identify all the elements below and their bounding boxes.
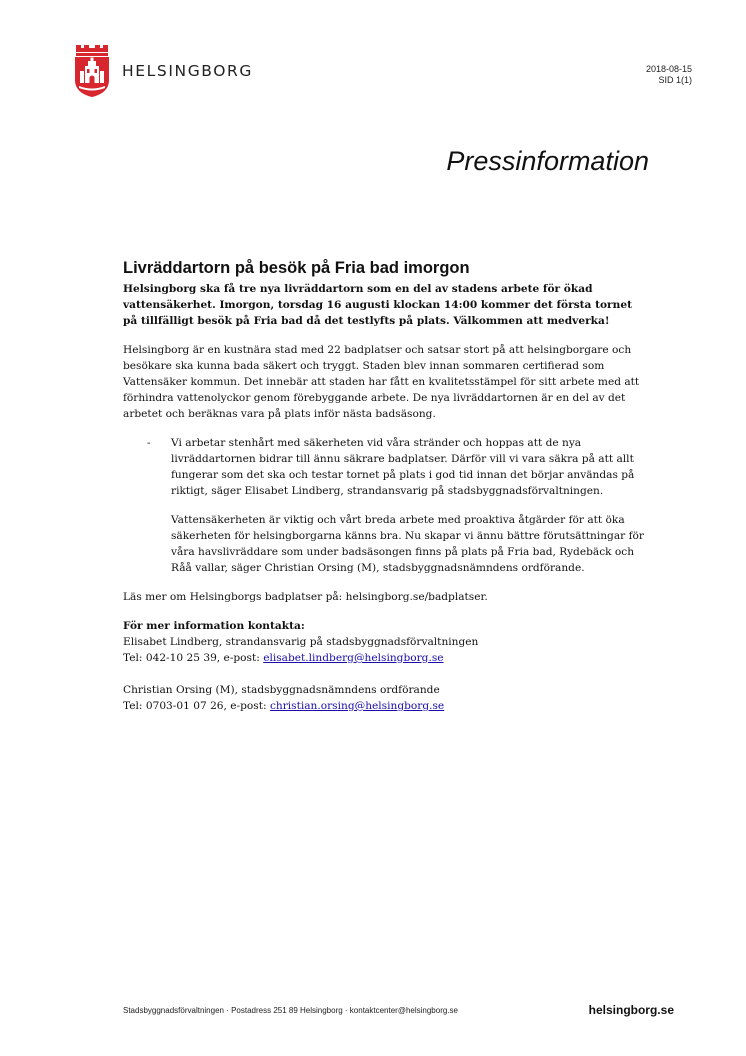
- quote-block: [123, 435, 645, 576]
- contact-name: Elisabet Lindberg, strandansvarig på stadsbyggnadsförvaltningen: [123, 636, 479, 648]
- article-body: Helsingborg är en kustnära stad med 22 badplatser och satsar stort på att helsingborgare och besökare ska kunna bada säkert och tryggt. Staden blev innan sommaren certifierad som Vattensäker kommun. Det innebär att staden har fått en kvalitetsstämpel för sitt arbete med att förhindra vattenolyckor genom förebyggande arbete. De nya livräddartornen är en del av det arbetet och beräknas vara på plats inför nästa badsäsong.: [123, 344, 640, 420]
- brand-wordmark: HELSINGBORG: [122, 62, 254, 80]
- document-date: 2018-08-15: [645, 64, 692, 74]
- quote-paragraph-2: Vattensäkerheten är viktig och vårt breda arbete med proaktiva åtgärder för att öka säkerheten för helsingborgarna känns bra. Nu skapar vi ännu bättre förutsättningar för våra havslivräddare som under badsäsongen finns på plats på Fria bad, Rydebäck och Råå vallar, säger Christian Orsing (M), stadsbyggnadsnämndens ordförande.: [171, 514, 644, 574]
- contact-email-link[interactable]: elisabet.lindberg@helsingborg.se: [263, 652, 444, 664]
- quote-dash: -: [147, 437, 151, 449]
- contact-details: [123, 650, 645, 666]
- contact-tel: Tel: 0703-01 07 26, e-post:: [123, 700, 270, 712]
- more-info-text: Läs mer om Helsingborgs badplatser på: helsingborg.se/badplatser.: [123, 591, 488, 603]
- footer-website: helsingborg.se: [588, 1003, 674, 1017]
- press-release-content: [123, 258, 645, 730]
- page-number: SID 1(1): [658, 75, 692, 85]
- footer-address: Stadsbyggnadsförvaltningen · Postadress 251 89 Helsingborg · kontaktcenter@helsingborg.se: [123, 1006, 458, 1015]
- quote-paragraph-1: Vi arbetar stenhårt med säkerheten vid våra stränder och hoppas att de nya livräddartornen bidrar till ännu säkrare badplatser. Därför vill vi vara säkra på att allt fungerar som det ska och testar tornet på plats i god tid innan det börjar användas på riktigt, säger Elisabet Lindberg, strandansvarig på stadsbyggnadsförvaltningen.: [171, 437, 635, 497]
- contact-heading: För mer information kontakta:: [123, 620, 305, 632]
- contact-tel: Tel: 042-10 25 39, e-post:: [123, 652, 264, 664]
- contact-entry: [123, 682, 645, 714]
- document-type-heading: Pressinformation: [446, 146, 649, 176]
- contact-entry: [123, 634, 645, 666]
- article-title: Livräddartorn på besök på Fria bad imorgon: [123, 259, 470, 277]
- contact-details: [123, 698, 645, 714]
- contact-name: Christian Orsing (M), stadsbyggnadsnämndens ordförande: [123, 684, 440, 696]
- helsingborg-crest-logo: [74, 44, 110, 98]
- document-meta: [646, 64, 692, 86]
- article-lead: Helsingborg ska få tre nya livräddartorn som en del av stadens arbete för ökad vattensäkerhet. Imorgon, torsdag 16 augusti klockan 14:00 kommer det första tornet på tillfälligt besök på Fria bad då det testlyfts på plats. Välkommen att medverka!: [123, 283, 632, 327]
- contact-email-link[interactable]: christian.orsing@helsingborg.se: [269, 700, 445, 712]
